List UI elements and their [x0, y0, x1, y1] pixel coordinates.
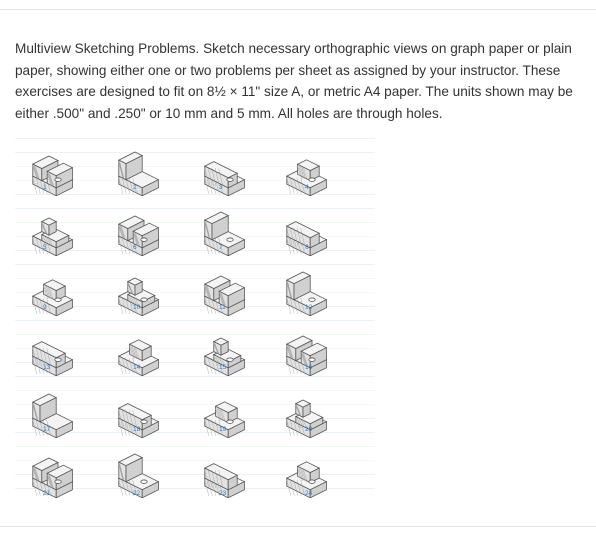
problem-18 — [115, 378, 201, 438]
problem-21-sketch — [29, 438, 115, 498]
problem-number: 18 — [133, 426, 141, 433]
problem-number: 5 — [43, 244, 47, 251]
problem-12-sketch — [283, 256, 369, 316]
problem-3-sketch — [201, 136, 287, 196]
top-divider — [0, 9, 596, 10]
problem-17-sketch — [29, 378, 115, 438]
problem-number: 8 — [305, 244, 309, 251]
problem-number: 22 — [133, 490, 141, 497]
problem-number: 10 — [133, 304, 141, 311]
problem-1-sketch — [29, 136, 115, 196]
problem-20 — [283, 378, 369, 438]
intro-paragraph: Multiview Sketching Problems. Sketch necessary orthographic views on graph paper or plain paper, showing either one or two problems per sheet as assigned by your instructor. These exercises are designed to fit on 8½ × 11" size A, or metric A4 paper. The units shown may be either .500" and .250" or 10 mm and 5 mm. All holes are through holes. — [15, 41, 573, 121]
problem-6 — [115, 196, 201, 256]
problem-number: 14 — [133, 364, 141, 371]
problem-number: 19 — [219, 426, 227, 433]
problem-16 — [283, 316, 369, 376]
problem-18-sketch — [115, 378, 201, 438]
problem-21 — [29, 438, 115, 498]
problem-2 — [115, 136, 201, 196]
problem-10 — [115, 256, 201, 316]
problem-number: 3 — [219, 184, 223, 191]
scan-artifact — [15, 376, 375, 377]
problem-11 — [201, 256, 287, 316]
problem-8 — [283, 196, 369, 256]
problem-6-sketch — [115, 196, 201, 256]
problem-5-sketch — [29, 196, 115, 256]
problem-5 — [29, 196, 115, 256]
problem-24-sketch — [283, 438, 369, 498]
problem-4 — [283, 136, 369, 196]
problem-number: 13 — [43, 364, 51, 371]
problem-number: 21 — [43, 490, 51, 497]
problem-7 — [201, 196, 287, 256]
problem-number: 16 — [305, 364, 313, 371]
problem-22-sketch — [115, 438, 201, 498]
problem-8-sketch — [283, 196, 369, 256]
problem-22 — [115, 438, 201, 498]
problem-12 — [283, 256, 369, 316]
problem-number: 23 — [219, 490, 227, 497]
problem-13 — [29, 316, 115, 376]
problem-1 — [29, 136, 115, 196]
problem-number: 9 — [43, 304, 47, 311]
problem-number: 7 — [219, 244, 223, 251]
problem-23-sketch — [201, 438, 287, 498]
problem-2-sketch — [115, 136, 201, 196]
problem-14 — [115, 316, 201, 376]
problem-17 — [29, 378, 115, 438]
problem-number: 12 — [305, 304, 313, 311]
problem-3 — [201, 136, 287, 196]
problem-4-sketch — [283, 136, 369, 196]
problem-19-sketch — [201, 378, 287, 438]
problem-number: 1 — [43, 184, 47, 191]
problem-23 — [201, 438, 287, 498]
problem-7-sketch — [201, 196, 287, 256]
problems-figure — [15, 130, 375, 496]
problem-13-sketch — [29, 316, 115, 376]
problem-15 — [201, 316, 287, 376]
problem-10-sketch — [115, 256, 201, 316]
problem-number: 11 — [219, 304, 226, 311]
problem-11-sketch — [201, 256, 287, 316]
problem-number: 17 — [43, 426, 51, 433]
problem-19 — [201, 378, 287, 438]
bottom-divider — [0, 526, 596, 527]
problem-20-sketch — [283, 378, 369, 438]
problem-15-sketch — [201, 316, 287, 376]
problem-14-sketch — [115, 316, 201, 376]
problem-number: 4 — [305, 184, 309, 191]
problem-number: 2 — [133, 184, 137, 191]
problem-number: 6 — [133, 244, 137, 251]
problem-number: 24 — [305, 490, 313, 497]
problem-9 — [29, 256, 115, 316]
problem-number: 20 — [305, 426, 313, 433]
problem-number: 15 — [219, 364, 227, 371]
problem-16-sketch — [283, 316, 369, 376]
problem-24 — [283, 438, 369, 498]
problem-9-sketch — [29, 256, 115, 316]
